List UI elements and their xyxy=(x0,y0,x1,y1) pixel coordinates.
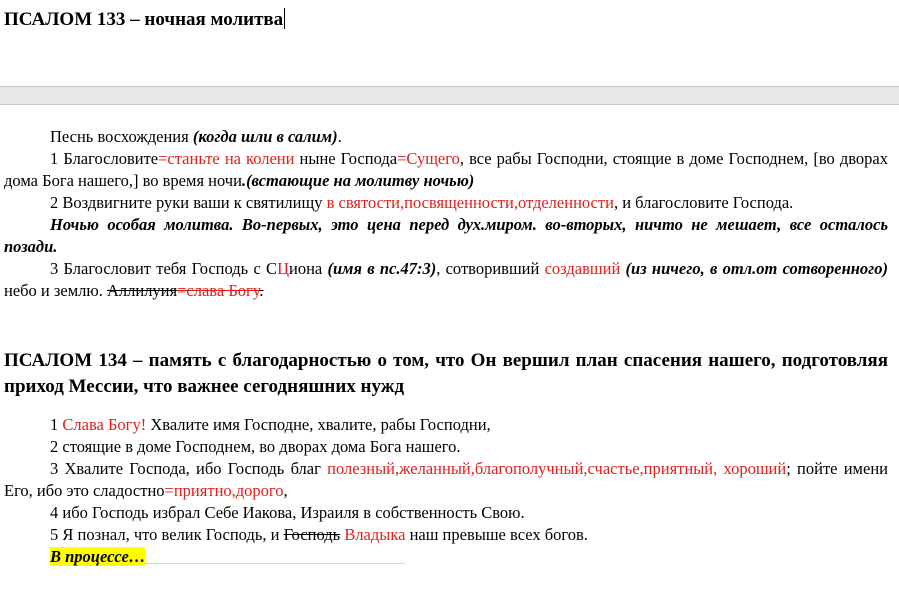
struck-text: Аллилуия xyxy=(106,281,178,300)
ps134-verse-5 xyxy=(4,524,888,546)
red-annotation: =Сущего xyxy=(397,149,460,168)
text-run: наш превыше всех богов. xyxy=(405,525,588,544)
text-run: ; пойте имени Его, ибо это сладостно xyxy=(4,459,888,500)
ps134-verse-2: 2 стоящие в доме Господнем, во дворах дома Бога нашего. xyxy=(50,437,461,456)
text-run: . xyxy=(337,127,342,146)
ps133-verse-2 xyxy=(4,192,888,214)
highlight-underline xyxy=(145,551,405,564)
red-annotation: Ц xyxy=(277,259,289,278)
text-run: 3 Благословит тебя Господь с С xyxy=(50,259,278,278)
ps134-verse-4: 4 ибо Господь избрал Себе Иакова, Израиля в собственность Свою. xyxy=(50,503,525,522)
ps134-heading: ПСАЛОМ 134 – память с благодарностью о том, что Он вершил план спасения нашего, подготовляя приход Мессии, что важнее сегодняшних нужд xyxy=(4,350,888,397)
red-annotation: =станьте на колени xyxy=(158,149,295,168)
text-run: 5 Я познал, что велик Господь, и xyxy=(50,525,284,544)
title-text: ПСАЛОМ 133 – ночная молитва xyxy=(4,9,284,30)
text-run: , xyxy=(283,481,288,500)
text-run: 2 Воздвигните руки ваши к святилищу xyxy=(50,193,327,212)
ps134-verse-1 xyxy=(4,414,888,436)
text-cursor xyxy=(284,8,285,29)
text-run: , все рабы Господни, стоящие в доме Господнем, [во дворах дома Бога нашего,] во время ночи xyxy=(4,149,889,190)
comment-run: (имя в пс.47:3) xyxy=(327,259,437,278)
text-run: , и благословите Господа. xyxy=(613,193,794,212)
red-annotation: создавший xyxy=(544,259,621,278)
struck-text: . xyxy=(259,281,264,300)
red-annotation: в святости,посвященности,отделенности xyxy=(326,193,614,212)
comment-run: (когда шли в салим) xyxy=(192,127,338,146)
ps134-verse-3 xyxy=(4,458,888,502)
text-run: 1 Благословите xyxy=(50,149,159,168)
page-break-gap xyxy=(0,86,899,105)
text-run: 1 xyxy=(50,415,63,434)
struck-red-annotation: =слава Богу xyxy=(177,281,260,300)
ps133-note: Ночью особая молитва. Во-первых, это цена перед дух.миром. во-вторых, ничто не мешает, все осталось позади. xyxy=(4,215,888,256)
text-run: Песнь восхождения xyxy=(50,127,193,146)
text-run: Хвалите имя Господне, хвалите, рабы Господни, xyxy=(146,415,491,434)
text-run: ныне Господа xyxy=(294,149,398,168)
red-annotation: =приятно,дорого xyxy=(164,481,284,500)
text-run: иона xyxy=(288,259,328,278)
red-annotation: Слава Богу! xyxy=(62,415,147,434)
ps133-verse-1 xyxy=(4,148,888,192)
comment-run: (из ничего, в отл.от сотворенного) xyxy=(620,259,888,278)
comment-run: .(встающие на молитву ночью) xyxy=(241,171,475,190)
ps133-verse-3 xyxy=(4,258,888,302)
ps133-intro xyxy=(4,126,888,148)
in-progress-highlight: В процессе… xyxy=(50,547,146,566)
document-page-top xyxy=(0,0,899,86)
red-annotation: полезный,желанный,благополучный,счастье,приятный, хороший xyxy=(327,459,787,478)
struck-text: Господь xyxy=(283,525,341,544)
in-progress-line xyxy=(4,546,888,568)
document-title[interactable] xyxy=(4,8,285,32)
document-body[interactable] xyxy=(4,126,888,568)
red-annotation: Владыка xyxy=(344,525,406,544)
text-run: 3 Хвалите Господа, ибо Господь благ xyxy=(50,459,328,478)
text-run: небо и землю. xyxy=(4,281,107,300)
text-run: , сотворивший xyxy=(436,259,545,278)
